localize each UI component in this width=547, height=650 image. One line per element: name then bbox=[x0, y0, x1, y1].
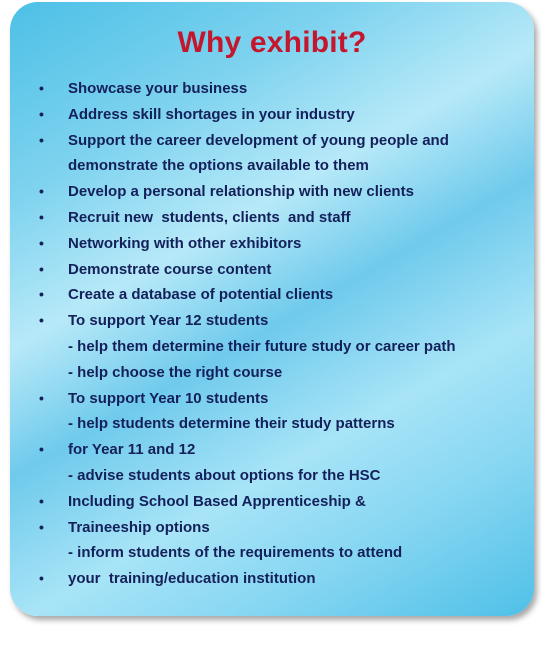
info-card bbox=[10, 2, 534, 616]
bullet-icon: • bbox=[39, 492, 44, 509]
list-item-text: Recruit new students, clients and staff bbox=[68, 208, 351, 226]
bullet-icon: • bbox=[39, 131, 44, 148]
list-item-text: Create a database of potential clients bbox=[68, 286, 334, 304]
list-item-text: Address skill shortages in your industry bbox=[68, 105, 355, 123]
bullet-icon: • bbox=[39, 234, 44, 251]
bullet-icon: • bbox=[39, 183, 44, 200]
bullet-icon: • bbox=[39, 389, 44, 406]
list-item-text: To support Year 12 students bbox=[68, 312, 269, 330]
list-item bbox=[10, 437, 534, 463]
list-item bbox=[10, 334, 534, 360]
list-item bbox=[10, 76, 534, 102]
list-item-text: - help them determine their future study or career path bbox=[68, 337, 456, 355]
bullet-icon: • bbox=[39, 208, 44, 225]
list-item bbox=[10, 102, 534, 128]
bullet-icon: • bbox=[39, 286, 44, 303]
list-item bbox=[10, 411, 534, 437]
list-item-text: Showcase your business bbox=[68, 80, 248, 97]
list-item bbox=[10, 489, 534, 515]
list-item bbox=[10, 179, 534, 205]
list-item-text: Traineeship options bbox=[68, 518, 210, 536]
list-item bbox=[10, 257, 534, 283]
list-item-text: for Year 11 and 12 bbox=[68, 441, 196, 459]
list-item-text: Networking with other exhibitors bbox=[68, 234, 302, 252]
list-item bbox=[10, 308, 534, 334]
list-item bbox=[10, 153, 534, 179]
list-item-text: demonstrate the options available to them bbox=[68, 157, 369, 175]
bullet-icon: • bbox=[39, 518, 44, 535]
list-item bbox=[10, 540, 534, 566]
reasons-list bbox=[10, 76, 534, 592]
list-item bbox=[10, 205, 534, 231]
list-item-text: Support the career development of young people and bbox=[68, 131, 449, 149]
bullet-icon: • bbox=[39, 570, 44, 587]
list-item bbox=[10, 282, 534, 308]
bullet-icon: • bbox=[39, 260, 44, 277]
list-item bbox=[10, 386, 534, 412]
list-item-text: - advise students about options for the HSC bbox=[68, 466, 381, 484]
card-title: Why exhibit? bbox=[177, 26, 367, 59]
list-item bbox=[10, 515, 534, 541]
bullet-icon: • bbox=[39, 80, 44, 96]
list-item bbox=[10, 360, 534, 386]
list-item-text: Demonstrate course content bbox=[68, 260, 272, 278]
list-item bbox=[10, 231, 534, 257]
list-item bbox=[10, 463, 534, 489]
list-item-text: your training/education institution bbox=[68, 570, 316, 588]
list-item-text: Including School Based Apprenticeship & bbox=[68, 492, 366, 510]
list-item-text: - help choose the right course bbox=[68, 363, 283, 381]
list-item bbox=[10, 128, 534, 154]
list-item-text: To support Year 10 students bbox=[68, 389, 269, 407]
bullet-icon: • bbox=[39, 441, 44, 458]
list-item bbox=[10, 566, 534, 592]
list-item-text: - inform students of the requirements to attend bbox=[68, 544, 403, 562]
bullet-icon: • bbox=[39, 312, 44, 329]
bullet-icon: • bbox=[39, 105, 44, 122]
list-item-text: - help students determine their study patterns bbox=[68, 415, 395, 433]
list-item-text: Develop a personal relationship with new clients bbox=[68, 183, 414, 201]
